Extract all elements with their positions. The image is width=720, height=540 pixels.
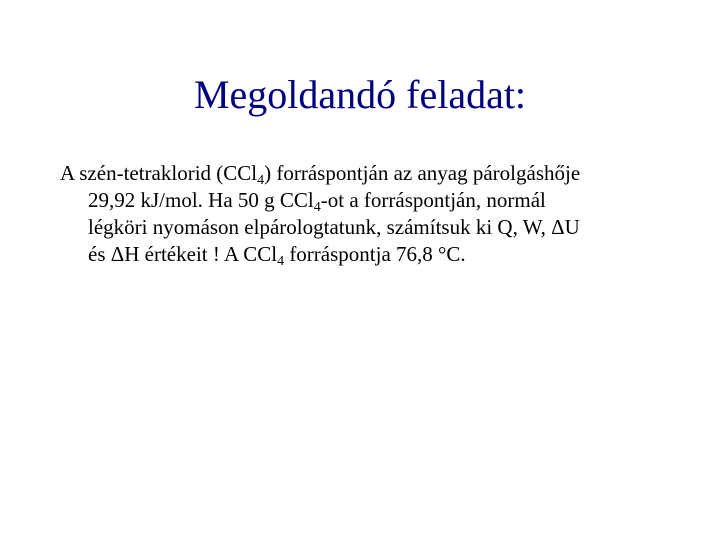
- text-segment: légköri nyomáson elpárologtatunk, számítsuk ki Q, W, ΔU: [88, 215, 580, 239]
- slide-title: Megoldandó feladat:: [193, 72, 527, 117]
- text-segment: forráspontja 76,8 °C.: [284, 242, 466, 266]
- problem-line-3: [60, 214, 680, 241]
- subscript-4: 4: [277, 254, 285, 269]
- text-segment: ) forráspontján az anyag párolgáshője: [264, 161, 581, 185]
- subscript-4: 4: [313, 200, 321, 215]
- problem-line-1: [60, 160, 680, 187]
- subscript-4: 4: [257, 173, 265, 188]
- text-segment: -ot a forráspontján, normál: [320, 188, 546, 212]
- text-segment: 29,92 kJ/mol. Ha 50 g CCl: [88, 188, 314, 212]
- problem-statement: [60, 160, 680, 268]
- problem-line-4: [60, 241, 680, 268]
- problem-line-2: [60, 187, 680, 214]
- text-segment: és ΔH értékeit ! A CCl: [88, 242, 278, 266]
- text-segment: A szén-tetraklorid (CCl: [60, 161, 258, 185]
